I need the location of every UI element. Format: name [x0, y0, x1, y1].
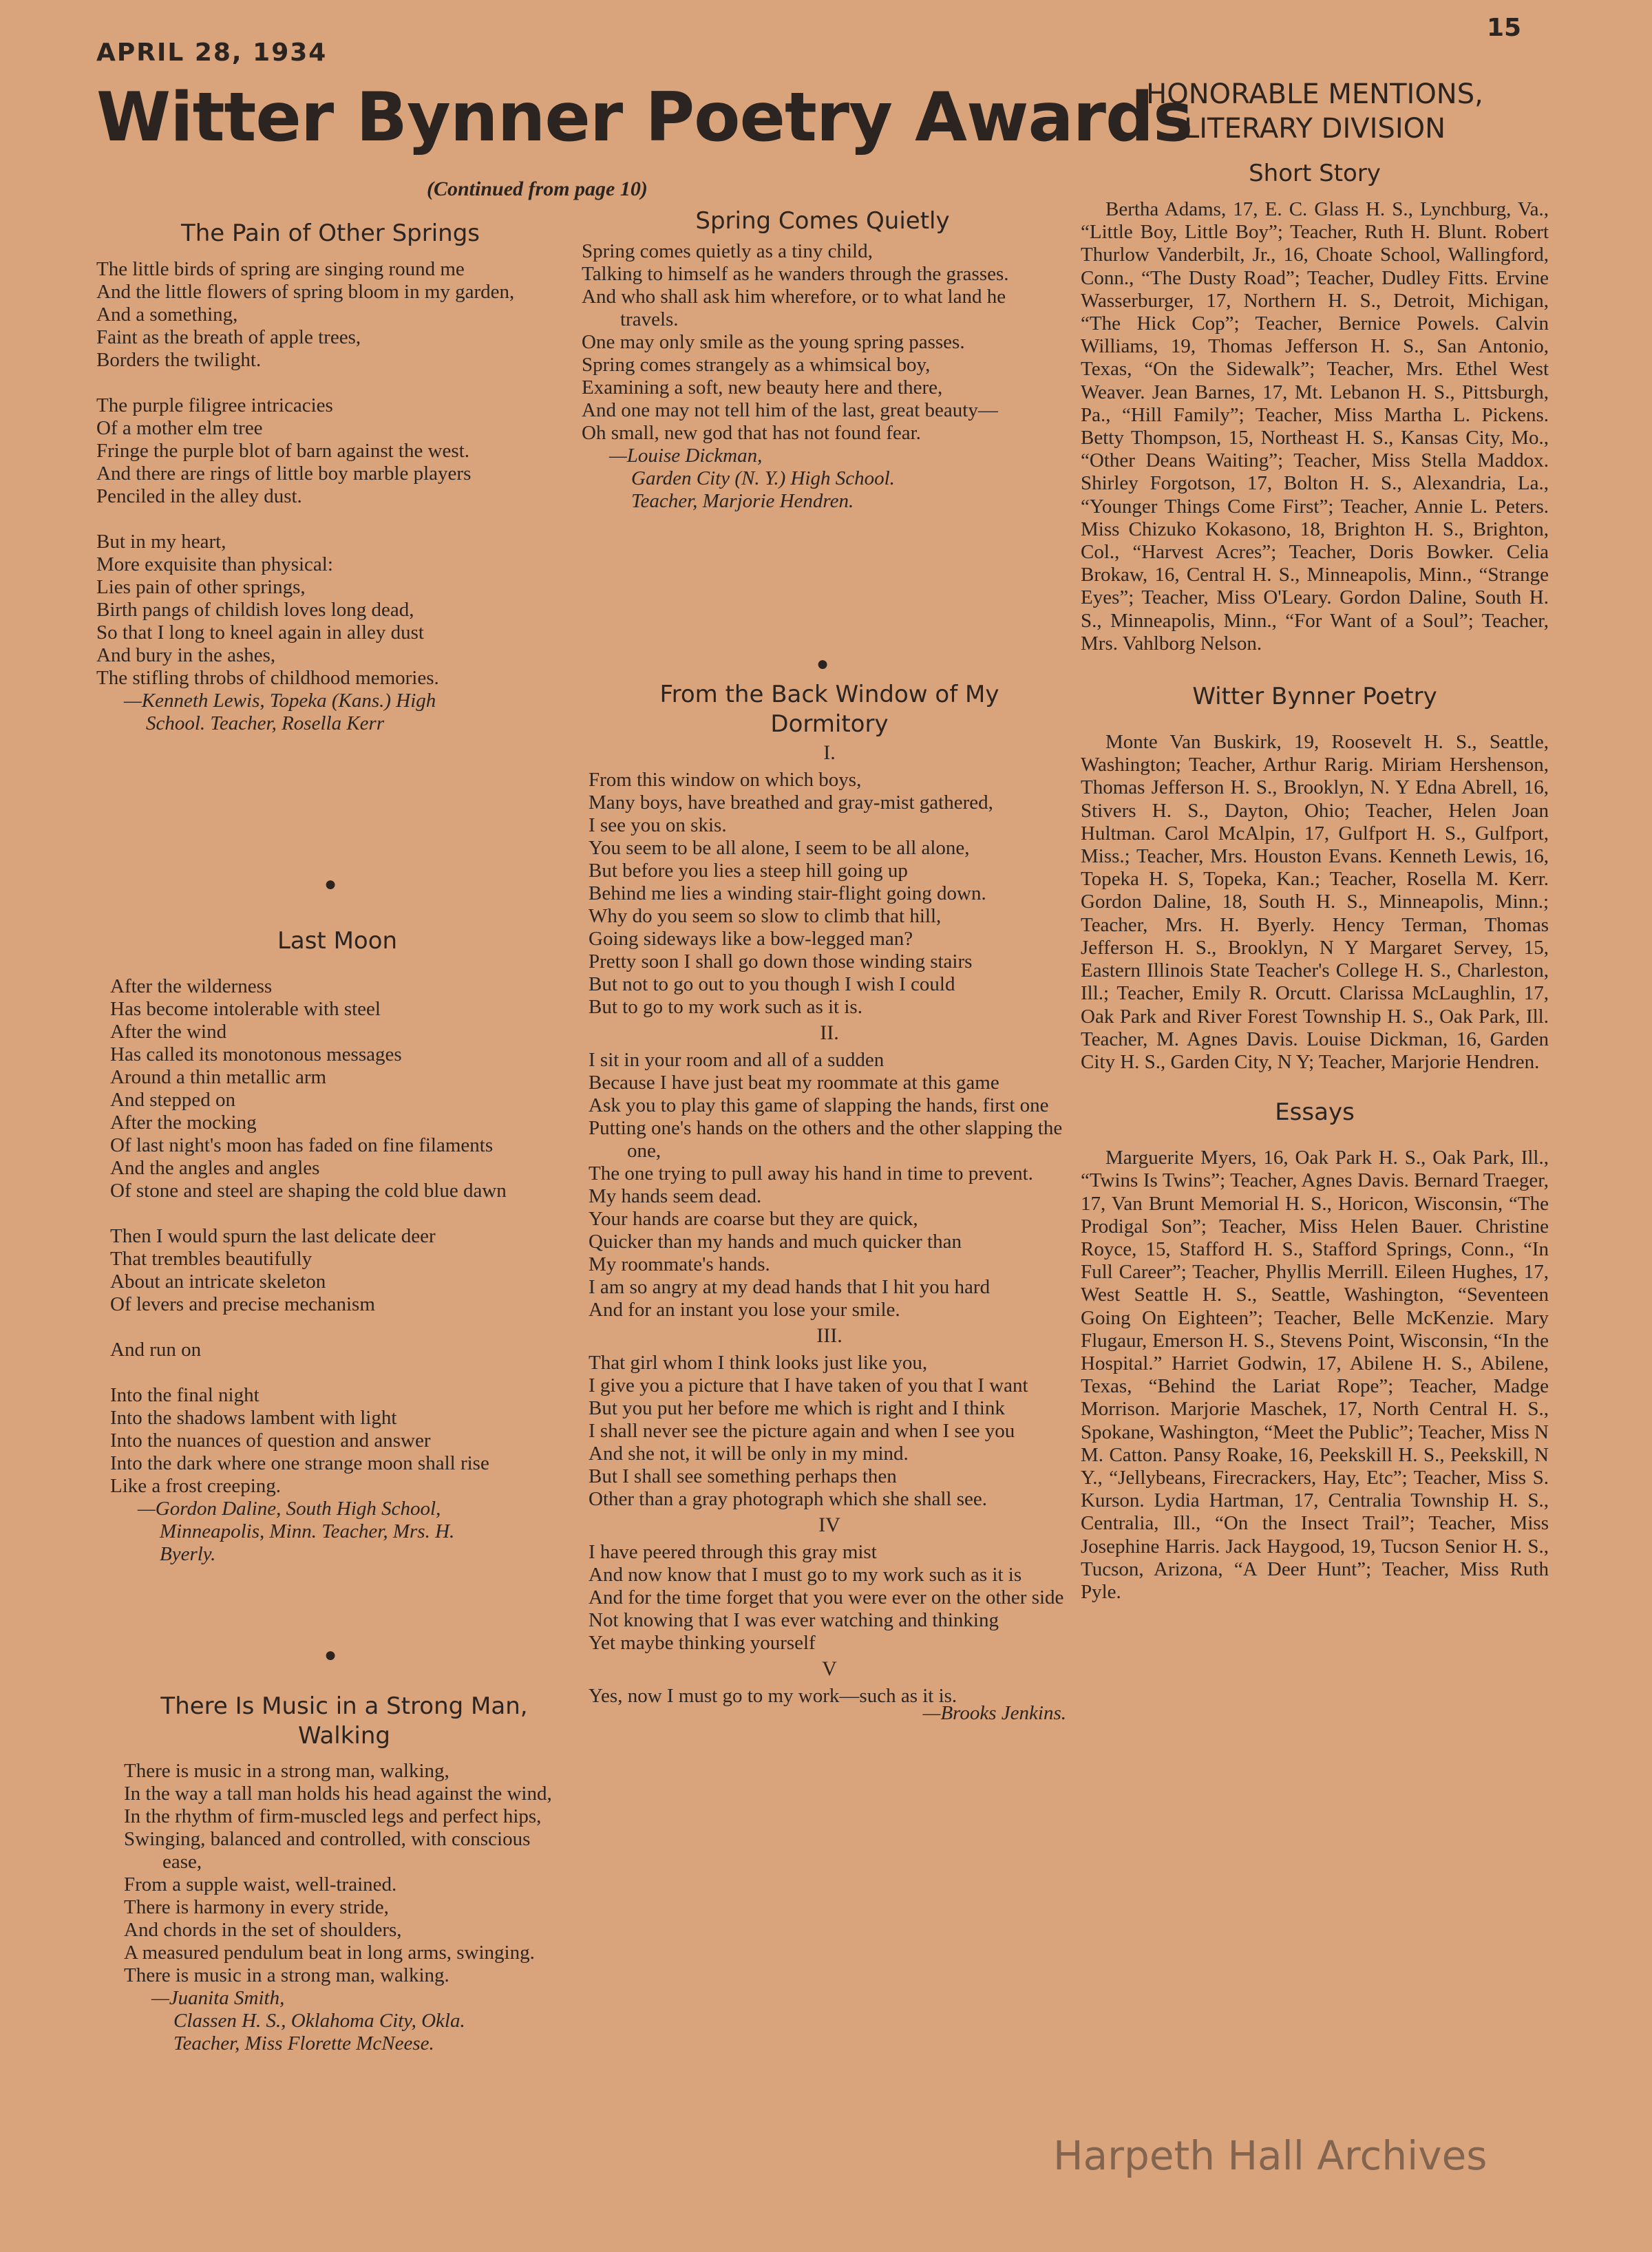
issue-date: APRIL 28, 1934	[96, 39, 328, 67]
poem-line: And the little flowers of spring bloom in my garden,	[96, 280, 515, 303]
section-title-short-story: Short Story	[1249, 160, 1381, 187]
page-title: Witter Bynner Poetry Awards	[96, 78, 1193, 157]
poem-line: Has called its monotonous messages	[110, 1043, 402, 1065]
separator-dot: ●	[816, 652, 829, 675]
poem-line: The little birds of spring are singing round me	[96, 257, 465, 280]
poem-music-in-a-strong-man	[124, 1692, 564, 2055]
poem-line: Not knowing that I was ever watching and thinking	[589, 1609, 999, 1631]
poem-line: But in my heart,	[96, 530, 226, 553]
poem-body	[582, 240, 1063, 445]
poem-line: So that I long to kneel again in alley dust	[96, 621, 424, 644]
honorable-mentions	[1081, 77, 1549, 1604]
stanza-break	[96, 372, 564, 394]
separator-dot: ●	[324, 1644, 337, 1666]
poem-line: Penciled in the alley dust.	[96, 485, 302, 507]
poem-line: You seem to be all alone, I seem to be all alone,	[589, 837, 970, 859]
poem-line: After the mocking	[110, 1111, 257, 1134]
poem-line: I sit in your room and all of a sudden	[589, 1049, 885, 1071]
poetry-list: Monte Van Buskirk, 19, Roosevelt H. S., Seattle, Washington; Teacher, Arthur Rarig. Miriam Hershenson, Thomas Jefferson H. S., Brooklyn, N. Y Edna Abrell, 16, Stivers H. S., Dayton, Ohio; Teacher, Helen Joan Hultman. Carol McAlpin, 17, Gulfport H. S., Gulfport, Miss.; Teacher, Mrs. Houston Evans. Kenneth Lewis, 16, Topeka H. S, Topeka, Kan.; Teacher, Rosella M. Kerr. Gordon Daline, 18, South H. S., Minneapolis, Minn.; Teacher, Mrs. H. Byerly. Hency Terman, Thomas Jefferson H. S., Brooklyn, N Y Margaret Servey, 15, Eastern Illinois State Teacher's College H. S., Charleston, Ill.; Teacher, Emily R. Orcutt. Clarissa McLaughlin, 17, Oak Park and River Forest Township H. S., Oak Park, Ill. Teacher, M. Agnes Davis. Louise Dickman, 16, Garden City H. S., Garden City, N Y; Teacher, Marjorie Hendren.	[1081, 731, 1549, 1073]
stanza-break	[110, 1316, 564, 1339]
poem-line: Lies pain of other springs,	[96, 575, 306, 598]
poem-line: And bury in the ashes,	[96, 644, 276, 666]
poem-line: And for the time forget that you were ever on the other side	[589, 1586, 1064, 1608]
poem-title: There Is Music in a Strong Man, Walking	[160, 1692, 528, 1750]
poem-line: Of a mother elm tree	[96, 416, 263, 439]
poem-line: And stepped on	[110, 1088, 236, 1111]
poem-back-window-of-dormitory	[589, 680, 1070, 1725]
poem-line: The purple filigree intricacies	[96, 394, 333, 416]
poem-line: Spring comes quietly as a tiny child,	[582, 240, 873, 262]
section-numeral: V	[822, 1657, 837, 1680]
poem-pain-of-other-springs	[96, 219, 564, 735]
poem-line: Other than a gray photograph which she shall see.	[589, 1488, 988, 1510]
poem-line: Examining a soft, new beauty here and there,	[582, 376, 943, 399]
poem-line: Of levers and precise mechanism	[110, 1293, 375, 1315]
poem-line: There is music in a strong man, walking.	[124, 1964, 449, 1986]
poem-line: Has become intolerable with steel	[110, 997, 381, 1020]
poem-line: Oh small, new god that has not found fear.	[582, 421, 921, 444]
section-title-essays: Essays	[1275, 1098, 1355, 1127]
poem-line: My hands seem dead.	[589, 1185, 762, 1207]
poem-line: In the way a tall man holds his head against the wind,	[124, 1783, 552, 1805]
poem-body-part-1	[589, 769, 1070, 1019]
separator-dot: ●	[324, 873, 337, 895]
poem-line: Yes, now I must go to my work—such as it is.	[589, 1685, 957, 1707]
poem-line: I give you a picture that I have taken of you that I want	[589, 1374, 1028, 1396]
stanza-break	[110, 1202, 564, 1225]
page-number: 15	[1487, 14, 1522, 42]
poem-line: And there are rings of little boy marble players	[96, 462, 472, 485]
poem-line: Into the dark where one strange moon shall rise	[110, 1452, 489, 1474]
poem-line: From a supple waist, well-trained.	[124, 1873, 397, 1895]
poem-body	[110, 975, 564, 1498]
poem-line: About an intricate skeleton	[110, 1270, 326, 1293]
poem-attribution: —Juanita Smith, Classen H. S., Oklahoma City, Okla. Teacher, Miss Florette McNeese.	[151, 1987, 465, 2054]
poem-attribution: —Gordon Daline, South High School, Minneapolis, Minn. Teacher, Mrs. H. Byerly.	[138, 1497, 455, 1565]
honorable-mentions-heading: HONORABLE MENTIONS, LITERARY DIVISION	[1146, 78, 1483, 145]
poem-attribution: —Louise Dickman, Garden City (N. Y.) High School. Teacher, Marjorie Hendren.	[609, 444, 895, 512]
poem-title: From the Back Window of My Dormitory	[659, 681, 999, 738]
poem-line: Swinging, balanced and controlled, with conscious ease,	[124, 1828, 531, 1873]
poem-body-part-2	[589, 1049, 1070, 1321]
poem-line: Fringe the purple blot of barn against the west.	[96, 439, 470, 462]
poem-line: Quicker than my hands and much quicker than	[589, 1231, 962, 1253]
poem-line: And a something,	[96, 303, 238, 326]
poem-spring-comes-quietly	[582, 206, 1063, 513]
poem-line: Spring comes strangely as a whimsical boy,	[582, 353, 931, 376]
poem-line: I have peered through this gray mist	[589, 1541, 877, 1563]
section-numeral: II.	[820, 1021, 839, 1044]
poem-line: And the angles and angles	[110, 1156, 320, 1179]
poem-title: The Pain of Other Springs	[180, 220, 480, 247]
poem-line: Pretty soon I shall go down those winding stairs	[589, 950, 973, 973]
poem-body	[124, 1760, 564, 1987]
poem-line: But before you lies a steep hill going up	[589, 860, 908, 882]
poem-line: Borders the twilight.	[96, 348, 262, 371]
poem-line: Of stone and steel are shaping the cold blue dawn	[110, 1179, 507, 1202]
poem-line: Birth pangs of childish loves long dead,	[96, 598, 414, 621]
poem-line: Behind me lies a winding stair-flight going down.	[589, 882, 986, 904]
poem-line: From this window on which boys,	[589, 769, 862, 791]
poem-line: And now know that I must go to my work such as it is	[589, 1564, 1022, 1586]
poem-line: Into the nuances of question and answer	[110, 1429, 431, 1452]
poem-line: Of last night's moon has faded on fine filaments	[110, 1134, 494, 1156]
section-numeral: I.	[823, 741, 836, 764]
poem-line: That trembles beautifully	[110, 1247, 313, 1270]
poem-line: Into the shadows lambent with light	[110, 1406, 397, 1429]
poem-line: But you put her before me which is right and I think	[589, 1397, 1005, 1419]
section-numeral: IV	[818, 1513, 840, 1536]
poem-line: Talking to himself as he wanders through the grasses.	[582, 262, 1009, 285]
poem-line: And she not, it will be only in my mind.	[589, 1443, 909, 1465]
poem-body-part-4	[589, 1541, 1070, 1655]
poem-line: Yet maybe thinking yourself	[589, 1632, 816, 1654]
poem-signature: —Brooks Jenkins.	[922, 1702, 1066, 1724]
essays-list: Marguerite Myers, 16, Oak Park H. S., Oak Park, Ill., “Twins Is Twins”; Teacher, Agnes Davis. Bernard Traeger, 17, Van Brunt Memorial H. S., Horicon, Wisconsin, “The Prodigal Son”; Teacher, Miss Helen Bauer. Christine Royce, 15, Stafford H. S., Stafford Springs, Conn., “In Full Career”; Teacher, Phyllis Merrill. Eileen Hughes, 17, West Seattle H. S., Seattle, Washington, “Seventeen Going On Eighteen”; Teacher, Belle McKenzie. Mary Flugaur, Emerson H. S., Stevens Point, Wisconsin, “In the Hospital.” Harriet Godwin, 17, Abilene H. S., Abilene, Texas, “Behind the Lariat Rope”; Teacher, Madge Morrison. Marjorie Maschek, 17, North Central H. S., Spokane, Washington, “Meet the Public”; Teacher, Miss N M. Catton. Pansy Roake, 16, Peekskill H. S., Peekskill, N Y., “Jellybeans, Firecrackers, Hay, Etc”; Teacher, Miss S. Kurson. Lydia Hartman, 17, Centralia Township H. S., Centralia, Ill., “On the Insect Trail”; Teacher, Miss Josephine Harris. Jack Haygood, 19, Tucson Senior H. S., Tucson, Arizona, “A Deer Hunt”; Teacher, Miss Ruth Pyle.	[1081, 1147, 1549, 1603]
poem-line: Many boys, have breathed and gray-mist gathered,	[589, 792, 993, 814]
poem-title: Last Moon	[277, 927, 398, 955]
poem-line: Like a frost creeping.	[110, 1474, 282, 1497]
poem-line: Faint as the breath of apple trees,	[96, 326, 361, 348]
poem-attribution: —Kenneth Lewis, Topeka (Kans.) High School. Teacher, Rosella Kerr	[124, 689, 436, 734]
poem-line: But I shall see something perhaps then	[589, 1465, 897, 1487]
poem-line: After the wilderness	[110, 975, 273, 997]
poem-title: Spring Comes Quietly	[695, 207, 950, 235]
poem-line: I see you on skis.	[589, 814, 727, 836]
section-title-poetry: Witter Bynner Poetry	[1192, 683, 1437, 711]
poem-line: Why do you seem so slow to climb that hill,	[589, 905, 942, 927]
poem-line: Around a thin metallic arm	[110, 1065, 327, 1088]
poem-line: And one may not tell him of the last, great beauty—	[582, 399, 998, 421]
section-numeral: III.	[816, 1324, 843, 1347]
short-story-list: Bertha Adams, 17, E. C. Glass H. S., Lynchburg, Va., “Little Boy, Little Boy”; Teacher, Ruth H. Blunt. Robert Thurlow Vanderbilt, Jr., 16, Choate School, Wallingford, Conn., “The Dusty Road”; Teacher, Dudley Fitts. Ervine Wasserburger, 17, Northern H. S., Detroit, Michigan, “The Hick Cop”; Teacher, Bernice Powels. Calvin Williams, 19, Thomas Jefferson H. S., San Antonio, Texas, “On the Sidewalk”; Teacher, Mrs. Ethel West Weaver. Jean Barnes, 17, Mt. Lebanon H. S., Pittsburgh, Pa., “Hill Family”; Teacher, Miss Martha L. Pickens. Betty Thompson, 15, Northeast H. S., Kansas City, Mo., “Other Deans Waiting”; Teacher, Miss Stella Maddox. Shirley Forgotson, 17, Bolton H. S., Alexandria, La., “Younger Things Come First”; Teacher, Annie L. Peters. Miss Chizuko Kokasono, 18, Brighton H. S., Brighton, Col., “Harvest Acres”; Teacher, Doris Bowker. Celia Brokaw, 16, Central H. S., Minneapolis, Minn., “Strange Eyes”; Teacher, Miss O'Leary. Gordon Daline, South H. S., Minneapolis, Minn., “For Want of a Soul”; Teacher, Mrs. Vahlborg Nelson.	[1081, 198, 1549, 655]
poem-line: Ask you to play this game of slapping the hands, first one	[589, 1094, 1049, 1116]
poem-line: More exquisite than physical:	[96, 553, 333, 575]
poem-line: There is music in a strong man, walking,	[124, 1760, 449, 1782]
poem-line: And for an instant you lose your smile.	[589, 1299, 900, 1321]
poem-line: Your hands are coarse but they are quick,	[589, 1208, 918, 1230]
poem-line: Then I would spurn the last delicate deer	[110, 1224, 436, 1247]
poem-line: Into the final night	[110, 1383, 260, 1406]
poem-line: Because I have just beat my roommate at this game	[589, 1072, 999, 1094]
poem-line: I am so angry at my dead hands that I hit you hard	[589, 1276, 991, 1298]
poem-last-moon	[110, 926, 564, 1566]
archive-watermark: Harpeth Hall Archives	[1053, 2132, 1487, 2179]
poem-line: I shall never see the picture again and when I see you	[589, 1420, 1015, 1442]
poem-line: But not to go out to you though I wish I could	[589, 973, 955, 995]
poem-line: And who shall ask him wherefore, or to what land he travels.	[582, 285, 1006, 330]
poem-body-part-3	[589, 1352, 1070, 1511]
stanza-break	[96, 508, 564, 531]
poem-line: Going sideways like a bow-legged man?	[589, 928, 913, 950]
poem-line: And run on	[110, 1338, 202, 1361]
poem-line: The stifling throbs of childhood memories.	[96, 666, 439, 689]
poem-line: In the rhythm of firm-muscled legs and perfect hips,	[124, 1805, 542, 1827]
stanza-break	[110, 1361, 564, 1384]
poem-line: My roommate's hands.	[589, 1253, 770, 1275]
continued-note: (Continued from page 10)	[427, 178, 648, 200]
poem-body	[96, 258, 564, 690]
poem-line: One may only smile as the young spring passes.	[582, 330, 965, 353]
poem-line: The one trying to pull away his hand in time to prevent.	[589, 1162, 1033, 1185]
poem-line: But to go to my work such as it is.	[589, 996, 862, 1018]
poem-line: There is harmony in every stride,	[124, 1896, 389, 1918]
poem-line: Putting one's hands on the others and the other slapping the one,	[589, 1117, 1063, 1162]
poem-line: And chords in the set of shoulders,	[124, 1919, 402, 1941]
poem-line: A measured pendulum beat in long arms, swinging.	[124, 1942, 535, 1964]
poem-line: After the wind	[110, 1020, 227, 1043]
poem-line: That girl whom I think looks just like you,	[589, 1352, 928, 1374]
